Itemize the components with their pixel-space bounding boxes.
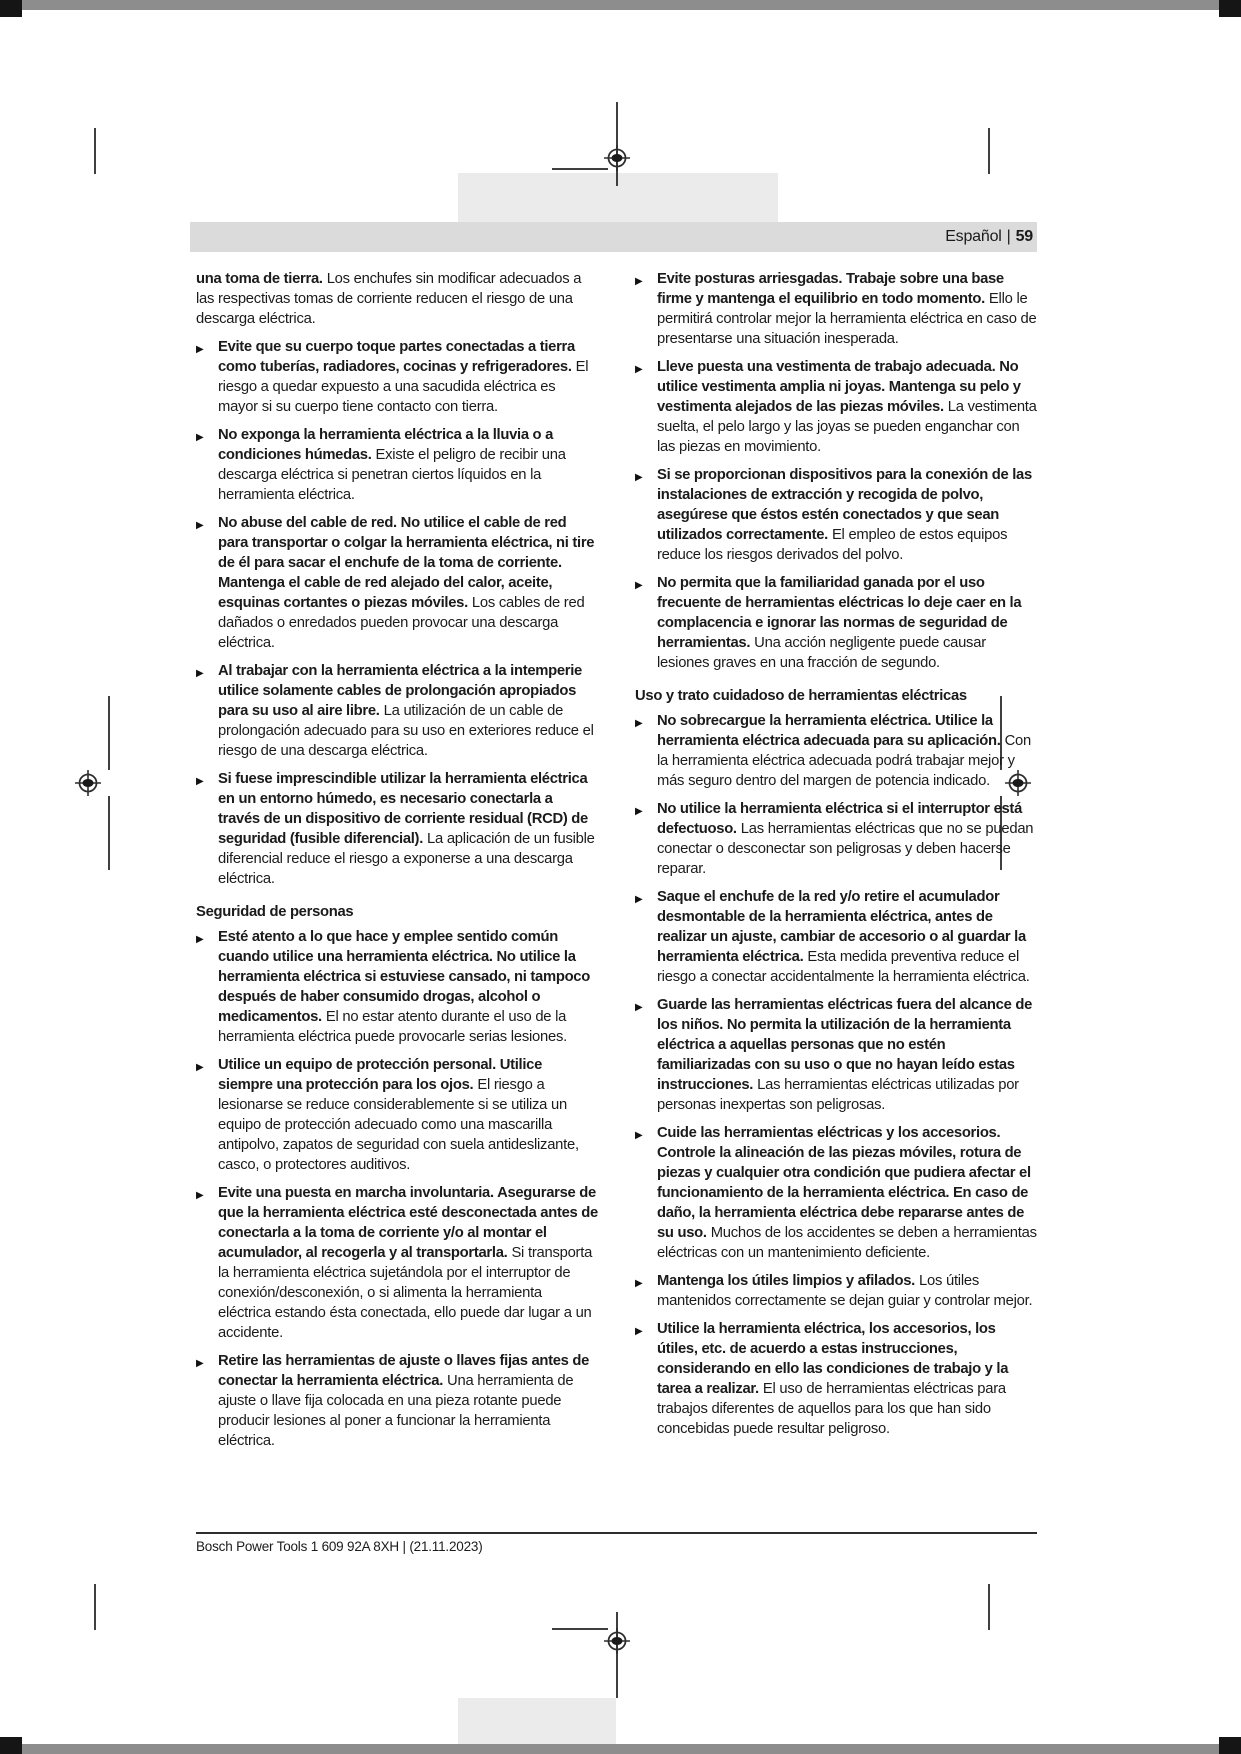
body-text: Una acción negligente puede causar lesiones graves en una fracción de segundo. bbox=[657, 635, 986, 671]
body-text: El uso de herramientas eléctricas para trabajos diferentes de aquellos para los que han sido concebidas puede resultar peligroso. bbox=[657, 1381, 1006, 1437]
scan-shadow-bottom-center bbox=[458, 1698, 616, 1744]
bold-lead-text: Cuide las herramientas eléctricas y los accesorios. Controle la alineación de las piezas móviles, rotura de piezas y cualquier otra condición que pudiera afectar el funcionamiento de la herramienta eléctrica. En caso de daño, la herramienta eléctrica debe repararse antes de su uso. bbox=[657, 1125, 1031, 1241]
body-text: Las herramientas eléctricas utilizadas por personas inexpertas son peligrosas. bbox=[657, 1077, 1019, 1113]
body-text: Una herramienta de ajuste o llave fija colocada en una pieza rotante puede producir lesiones al poner a funcionar la herramienta eléctrica. bbox=[218, 1373, 574, 1449]
crop-mark-top-right bbox=[988, 128, 990, 174]
safety-item bbox=[635, 1123, 1037, 1263]
bullet-arrow-icon: ▶ bbox=[635, 364, 643, 375]
body-text: Los enchufes sin modificar adecuados a las respectivas tomas de corriente reducen el riesgo de una descarga eléctrica. bbox=[196, 271, 582, 327]
header-divider: | bbox=[1006, 228, 1011, 245]
bold-lead-text: No permita que la familiaridad ganada por el uso frecuente de herramientas eléctricas lo deje caer en la complacencia e ignorar las normas de seguridad de herramientas. bbox=[657, 575, 1022, 651]
body-text: Esta medida preventiva reduce el riesgo a conectar accidentalmente la herramienta eléctrica. bbox=[657, 949, 1030, 985]
bold-lead-text: Al trabajar con la herramienta eléctrica a la intemperie utilice solamente cables de prolongación apropiados para su uso al aire libre. bbox=[218, 663, 582, 719]
bullet-arrow-icon: ▶ bbox=[196, 668, 204, 679]
bold-lead-text: No utilice la herramienta eléctrica si el interruptor está defectuoso. bbox=[657, 801, 1022, 837]
fold-mark-bottom-center-horizontal bbox=[552, 1628, 608, 1630]
bullet-arrow-icon: ▶ bbox=[635, 1326, 643, 1337]
scan-shadow-top-center bbox=[458, 173, 778, 222]
bold-lead-text: Utilice la herramienta eléctrica, los accesorios, los útiles, etc. de acuerdo a estas instrucciones, considerando en ello las condiciones de trabajo y la tarea a realizar. bbox=[657, 1321, 1009, 1397]
bullet-arrow-icon: ▶ bbox=[196, 344, 204, 355]
bold-lead-text: Si se proporcionan dispositivos para la conexión de las instalaciones de extracción y recogida de polvo, asegúrese que éstos estén conectados y que sean utilizados correctamente. bbox=[657, 467, 1032, 543]
bold-lead-text: Retire las herramientas de ajuste o llaves fijas antes de conectar la herramienta eléctrica. bbox=[218, 1353, 590, 1389]
footer-rule bbox=[196, 1532, 1037, 1534]
registration-target-icon bbox=[604, 145, 630, 171]
bold-lead-text: Evite posturas arriesgadas. Trabaje sobre una base firme y mantenga el equilibrio en todo momento. bbox=[657, 271, 1004, 307]
bold-lead-text: No exponga la herramienta eléctrica a la lluvia o a condiciones húmedas. bbox=[218, 427, 554, 463]
bold-lead-text: Evite que su cuerpo toque partes conectadas a tierra como tuberías, radiadores, cocinas y refrigeradores. bbox=[218, 339, 575, 375]
body-text: El no estar atento durante el uso de la herramienta eléctrica puede provocarle serias lesiones. bbox=[218, 1009, 567, 1045]
bullet-arrow-icon: ▶ bbox=[196, 776, 204, 787]
safety-item bbox=[635, 1271, 1037, 1311]
bullet-arrow-icon: ▶ bbox=[196, 1190, 204, 1201]
safety-item bbox=[196, 661, 598, 761]
safety-item bbox=[635, 465, 1037, 565]
safety-item bbox=[196, 337, 598, 417]
safety-item bbox=[635, 887, 1037, 987]
continuation-paragraph bbox=[196, 269, 598, 329]
footer-imprint: Bosch Power Tools 1 609 92A 8XH | (21.11.2023) bbox=[196, 1539, 483, 1554]
safety-item bbox=[196, 425, 598, 505]
body-text: Las herramientas eléctricas que no se puedan conectar o desconectar son peligrosas y deben hacerse reparar. bbox=[657, 821, 1034, 877]
body-text: La aplicación de un fusible diferencial reduce el riesgo a exponerse a una descarga eléctrica. bbox=[218, 831, 595, 887]
scan-corner-bottom-right bbox=[1219, 1737, 1241, 1754]
fold-mark-left-upper bbox=[108, 696, 110, 770]
body-text: Existe el peligro de recibir una descarga eléctrica si penetran ciertos líquidos en la herramienta eléctrica. bbox=[218, 447, 566, 503]
crop-mark-bottom-left bbox=[94, 1584, 96, 1630]
safety-item bbox=[635, 799, 1037, 879]
body-text: Los cables de red dañados o enredados pueden provocar una descarga eléctrica. bbox=[218, 595, 585, 651]
bold-lead-text: Uso y trato cuidadoso de herramientas eléctricas bbox=[635, 688, 967, 704]
safety-item bbox=[635, 1319, 1037, 1439]
bullet-arrow-icon: ▶ bbox=[635, 1278, 643, 1289]
bold-lead-text: Utilice un equipo de protección personal. Utilice siempre una protección para los ojos. bbox=[218, 1057, 543, 1093]
fold-mark-top-center-vertical bbox=[616, 102, 618, 186]
section-heading bbox=[196, 902, 598, 922]
body-text: Los útiles mantenidos correctamente se dejan guiar y controlar mejor. bbox=[657, 1273, 1033, 1309]
bullet-arrow-icon: ▶ bbox=[635, 1002, 643, 1013]
body-columns bbox=[196, 269, 1037, 1459]
safety-item bbox=[635, 269, 1037, 349]
bold-lead-text: Evite una puesta en marcha involuntaria. Asegurarse de que la herramienta eléctrica esté desconectada antes de conectarla a la toma de corriente y/o al montar el acumulador, al recogerla y al transportarla. bbox=[218, 1185, 598, 1261]
page-header bbox=[190, 222, 1037, 252]
section-heading bbox=[635, 686, 1037, 706]
bold-lead-text: Esté atento a lo que hace y emplee sentido común cuando utilice una herramienta eléctrica. No utilice la herramienta eléctrica si estuviese cansado, ni tampoco después de haber consumido drogas, alcohol o medicamentos. bbox=[218, 929, 590, 1025]
body-text: La vestimenta suelta, el pelo largo y las joyas se pueden enganchar con las piezas en movimiento. bbox=[657, 399, 1037, 455]
bullet-arrow-icon: ▶ bbox=[635, 580, 643, 591]
body-text: Si transporta la herramienta eléctrica sujetándola por el interruptor de conexión/desconexión, o si alimenta la herramienta eléctrica estando ésta conectada, ello puede dar lugar a un accidente. bbox=[218, 1245, 593, 1341]
safety-item bbox=[196, 927, 598, 1047]
page-number: 59 bbox=[1015, 228, 1033, 245]
body-text: El empleo de estos equipos reduce los riesgos derivados del polvo. bbox=[657, 527, 1008, 563]
safety-item bbox=[635, 995, 1037, 1115]
scan-edge-bar-top bbox=[0, 0, 1241, 10]
body-text: Ello le permitirá controlar mejor la herramienta eléctrica en caso de presentarse una situación inesperada. bbox=[657, 291, 1037, 347]
bullet-arrow-icon: ▶ bbox=[196, 934, 204, 945]
body-text: El riesgo a quedar expuesto a una sacudida eléctrica es mayor si su cuerpo tiene contacto con tierra. bbox=[218, 359, 589, 415]
bold-lead-text: Lleve puesta una vestimenta de trabajo adecuada. No utilice vestimenta amplia ni joyas. Mantenga su pelo y vestimenta alejados de las piezas móviles. bbox=[657, 359, 1021, 415]
bullet-arrow-icon: ▶ bbox=[196, 1358, 204, 1369]
scan-corner-top-left bbox=[0, 0, 22, 17]
bold-lead-text: Si fuese imprescindible utilizar la herramienta eléctrica en un entorno húmedo, es necesario conectarla a través de un dispositivo de corriente residual (RCD) de seguridad (fusible diferencial). bbox=[218, 771, 588, 847]
safety-item bbox=[196, 1055, 598, 1175]
bold-lead-text: No abuse del cable de red. No utilice el cable de red para transportar o colgar la herramienta eléctrica, ni tire de él para sacar el enchufe de la toma de corriente. Mantenga el cable de red alejado del calor, aceite, esquinas cortantes o piezas móviles. bbox=[218, 515, 595, 611]
body-text: La utilización de un cable de prolongación adecuado para su uso en exteriores reduce el riesgo de una descarga eléctrica. bbox=[218, 703, 594, 759]
bold-lead-text: Seguridad de personas bbox=[196, 904, 354, 920]
bullet-arrow-icon: ▶ bbox=[635, 276, 643, 287]
left-column bbox=[196, 269, 598, 1459]
safety-item bbox=[635, 357, 1037, 457]
safety-item bbox=[196, 769, 598, 889]
right-column bbox=[635, 269, 1037, 1459]
fold-mark-top-center-horizontal bbox=[552, 168, 608, 170]
bullet-arrow-icon: ▶ bbox=[196, 520, 204, 531]
safety-item bbox=[635, 573, 1037, 673]
body-text: El riesgo a lesionarse se reduce considerablemente si se utiliza un equipo de protección adecuado como una mascarilla antipolvo, zapatos de seguridad con suela antideslizante, casco, o protectores auditivos. bbox=[218, 1077, 579, 1173]
scan-edge-bar-bottom bbox=[0, 1744, 1241, 1754]
bullet-arrow-icon: ▶ bbox=[635, 806, 643, 817]
scan-corner-top-right bbox=[1219, 0, 1241, 17]
crop-mark-top-left bbox=[94, 128, 96, 174]
bold-lead-text: Saque el enchufe de la red y/o retire el acumulador desmontable de la herramienta eléctrica, antes de realizar un ajuste, cambiar de accesorio o al guardar la herramienta eléctrica. bbox=[657, 889, 1026, 965]
body-text: Con la herramienta eléctrica adecuada podrá trabajar mejor y más seguro dentro del margen de potencia indicado. bbox=[657, 733, 1031, 789]
bold-lead-text: Guarde las herramientas eléctricas fuera del alcance de los niños. No permita la utilización de la herramienta eléctrica a aquellas personas que no estén familiarizadas con su uso o que no hayan leído estas instrucciones. bbox=[657, 997, 1032, 1093]
crop-mark-bottom-right bbox=[988, 1584, 990, 1630]
safety-item bbox=[635, 711, 1037, 791]
bullet-arrow-icon: ▶ bbox=[635, 894, 643, 905]
bullet-arrow-icon: ▶ bbox=[196, 1062, 204, 1073]
bullet-arrow-icon: ▶ bbox=[635, 472, 643, 483]
scan-corner-bottom-left bbox=[0, 1737, 22, 1754]
fold-mark-bottom-center-vertical bbox=[616, 1612, 618, 1698]
bullet-arrow-icon: ▶ bbox=[196, 432, 204, 443]
registration-target-icon bbox=[604, 1628, 630, 1654]
bold-lead-text: una toma de tierra. bbox=[196, 271, 323, 287]
safety-item bbox=[196, 1351, 598, 1451]
bullet-arrow-icon: ▶ bbox=[635, 1130, 643, 1141]
bullet-arrow-icon: ▶ bbox=[635, 718, 643, 729]
body-text: Muchos de los accidentes se deben a herramientas eléctricas con un mantenimiento deficiente. bbox=[657, 1225, 1037, 1261]
header-language: Español bbox=[945, 228, 1002, 245]
safety-item bbox=[196, 513, 598, 653]
registration-target-icon bbox=[75, 770, 101, 796]
fold-mark-left-lower bbox=[108, 796, 110, 870]
safety-item bbox=[196, 1183, 598, 1343]
bold-lead-text: Mantenga los útiles limpios y afilados. bbox=[657, 1273, 915, 1289]
bold-lead-text: No sobrecargue la herramienta eléctrica. Utilice la herramienta eléctrica adecuada para su aplicación. bbox=[657, 713, 1001, 749]
